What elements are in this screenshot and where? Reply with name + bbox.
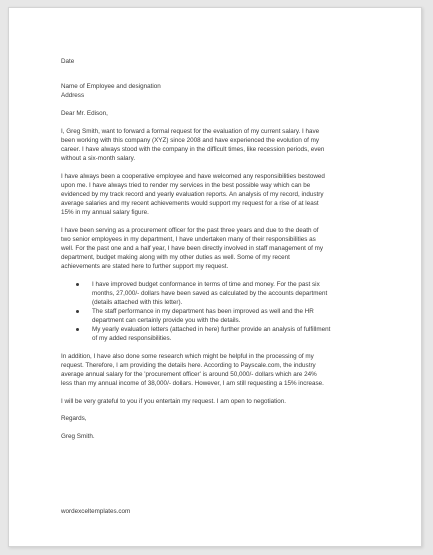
paragraph-line: evidenced by my track record and yearly evaluation reports. An analysis of my record, industry [61,190,324,198]
paragraph-2 [61,172,406,217]
paragraph-4 [61,352,406,388]
paragraph-line: department, budget making along with my other duties as well. Some of my recent [61,254,290,261]
bullet-icon [76,283,79,286]
paragraph-3 [61,226,406,271]
closing: Regards, [61,415,87,423]
paragraph-line: been working with this company (XYZ) since 2008 and have experienced the evolution of my [61,136,319,144]
signature-name: Greg Smith. [61,432,95,440]
footer-watermark: wordexceltemplates.com [61,508,131,515]
list-item-line: My yearly evaluation letters (attached in here) further provide an analysis of fulfillment [92,326,331,334]
paragraph-line: achievements are stated here to further support my request. [61,263,229,271]
paragraph-line: I have always been a cooperative employee and have welcomed any responsibilities bestowed [61,172,325,180]
list-item-line: (details attached with this letter). [92,298,183,306]
paragraph-5 [61,397,406,406]
letter-page [8,7,422,547]
paragraph-line: two senior employees in my department, I have undertaken many of their responsibilities as [61,235,316,243]
recipient-address: Address [61,92,85,100]
paragraph-line: 15% in my annual salary figure. [61,209,149,217]
list-item-line: department can certainly provide you with the details. [92,317,241,325]
recipient-name: Name of Employee and designation [61,83,161,91]
paragraph-line: average annual salary for the 'procurement officer' is around 50,000/- dollars which are 24% [61,371,317,379]
list-item [92,307,406,325]
letter-body [61,57,406,441]
paragraph-line: without a six-month salary. [61,155,136,163]
list-item-line: I have improved budget conformance in terms of time and money. For the past six [92,280,320,288]
paragraph-line: less than my annual income of 38,000/- dollars. However, I am still requesting a 15% increase. [61,380,324,388]
paragraph-line: I have been serving as a procurement officer for the past three years and due to the death of [61,226,319,234]
bullet-icon [76,328,79,331]
list-item [92,325,406,343]
paragraph-1 [61,127,406,163]
list-item-line: of my added responsibilities. [92,335,172,343]
letter-date: Date [61,58,75,65]
list-item [92,280,406,307]
paragraph-line: request. Therefore, I am providing the details here. According to Payscale.com, the industry [61,361,316,369]
paragraph-line: average salaries and my recent achievements would support my request for a rise of at least [61,200,319,208]
paragraph-line: career. I have always stood with the company in the difficult times, like recession periods, even [61,146,325,154]
paragraph-line: well. For the past one and a half year, I have been directly involved in staff management of my [61,244,324,252]
list-item-line: months, 27,000/- dollars have been saved as calculated by the accounts department [92,289,328,297]
bullet-icon [76,310,79,313]
list-item-line: The staff performance in my department has been improved as well and the HR [92,307,314,315]
paragraph-line: upon me. I have always tried to render my services in the best possible way which can be [61,181,311,189]
paragraph-line: I, Greg Smith, want to forward a formal request for the evaluation of my current salary. I have [61,127,320,135]
paragraph-line: I will be very grateful to you if you entertain my request. I am open to negotiation. [61,397,287,405]
paragraph-line: In addition, I have also done some research which might be helpful in the processing of my [61,352,314,360]
achievements-list [61,280,406,344]
salutation: Dear Mr. Edison, [61,110,108,118]
